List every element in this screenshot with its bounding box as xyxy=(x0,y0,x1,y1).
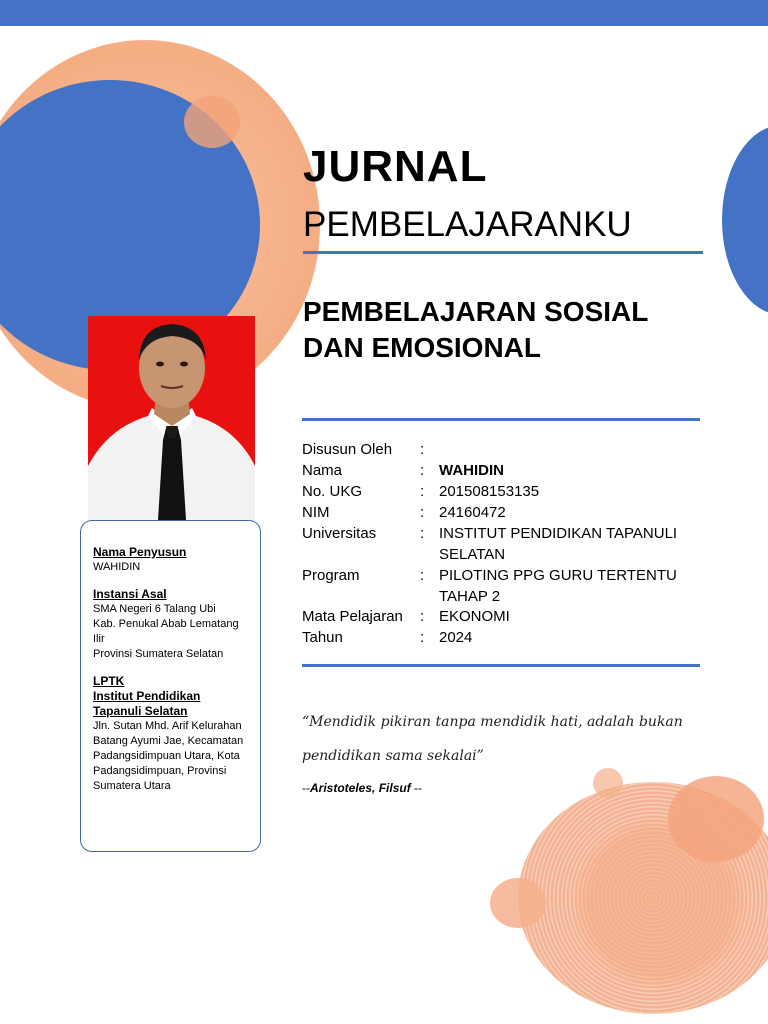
details-label: Mata Pelajaran xyxy=(302,608,403,625)
top-bar xyxy=(0,0,768,26)
lptk-name: Institut Pendidikan Tapanuli Selatan xyxy=(93,689,201,718)
details-value: 2024 xyxy=(439,629,473,646)
details-label: Program xyxy=(302,567,360,584)
author-info-card xyxy=(80,520,261,852)
penyusun-heading: Nama Penyusun xyxy=(93,545,187,559)
decorative-bottom-top-circle xyxy=(668,776,764,862)
details-colon: : xyxy=(420,483,425,500)
title-line-2: PEMBELAJARANKU xyxy=(303,205,632,244)
details-value: 24160472 xyxy=(439,504,506,521)
decorative-small-orange-circle xyxy=(184,96,240,148)
details-value: INSTITUT PENDIDIKAN TAPANULI SELATAN xyxy=(439,525,678,563)
details-label: NIM xyxy=(302,504,330,521)
portrait-illustration xyxy=(88,316,255,520)
quote-text: “Mendidik pikiran tanpa mendidik hati, adalah bukan pendidikan sama sekalai” xyxy=(302,714,683,764)
quote-author-suffix: -- xyxy=(410,781,423,795)
details-value: PILOTING PPG GURU TERTENTU TAHAP 2 xyxy=(439,567,677,605)
lptk-address: Jln. Sutan Mhd. Arif Kelurahan Batang Ayumi Jae, Kecamatan Padangsidimpuan Utara, Kota Padangsidimpuan, Provinsi Sumatera Utara xyxy=(93,720,244,792)
author-photo xyxy=(88,316,255,520)
quote-author-name: Aristoteles, Filsuf xyxy=(310,781,411,795)
details-value: WAHIDIN xyxy=(439,462,504,479)
details-label: Disusun Oleh xyxy=(302,441,393,458)
details-colon: : xyxy=(420,567,425,584)
decorative-blue-right-circle xyxy=(722,125,768,315)
details-label: Universitas xyxy=(302,525,377,542)
details-label: Tahun xyxy=(302,629,343,646)
instansi-heading: Instansi Asal xyxy=(93,587,167,601)
details-colon: : xyxy=(420,462,425,479)
details-colon: : xyxy=(420,504,425,521)
details-colon: : xyxy=(420,525,425,542)
subtitle: PEMBELAJARAN SOSIAL DAN EMOSIONAL xyxy=(303,296,648,363)
instansi-line-2: Kab. Penukal Abab Lematang Ilir xyxy=(93,618,239,645)
details-colon: : xyxy=(420,441,425,458)
details-label: Nama xyxy=(302,462,343,479)
instansi-line-1: SMA Negeri 6 Talang Ubi xyxy=(93,603,216,615)
quote-author xyxy=(302,781,422,795)
instansi-line-3: Provinsi Sumatera Selatan xyxy=(93,648,224,660)
penyusun-name: WAHIDIN xyxy=(93,561,141,573)
details-colon: : xyxy=(420,629,425,646)
lptk-heading: LPTK xyxy=(93,674,125,688)
title-divider xyxy=(303,251,703,254)
details-top-divider xyxy=(302,418,700,421)
title-line-1: JURNAL xyxy=(303,142,488,191)
decorative-bottom-left-circle xyxy=(490,878,546,928)
details-colon: : xyxy=(420,608,425,625)
details-value: 201508153135 xyxy=(439,483,540,500)
details-value: EKONOMI xyxy=(439,608,510,625)
quote-author-prefix: -- xyxy=(302,781,310,795)
details-bottom-divider xyxy=(302,664,700,667)
details-label: No. UKG xyxy=(302,483,363,500)
